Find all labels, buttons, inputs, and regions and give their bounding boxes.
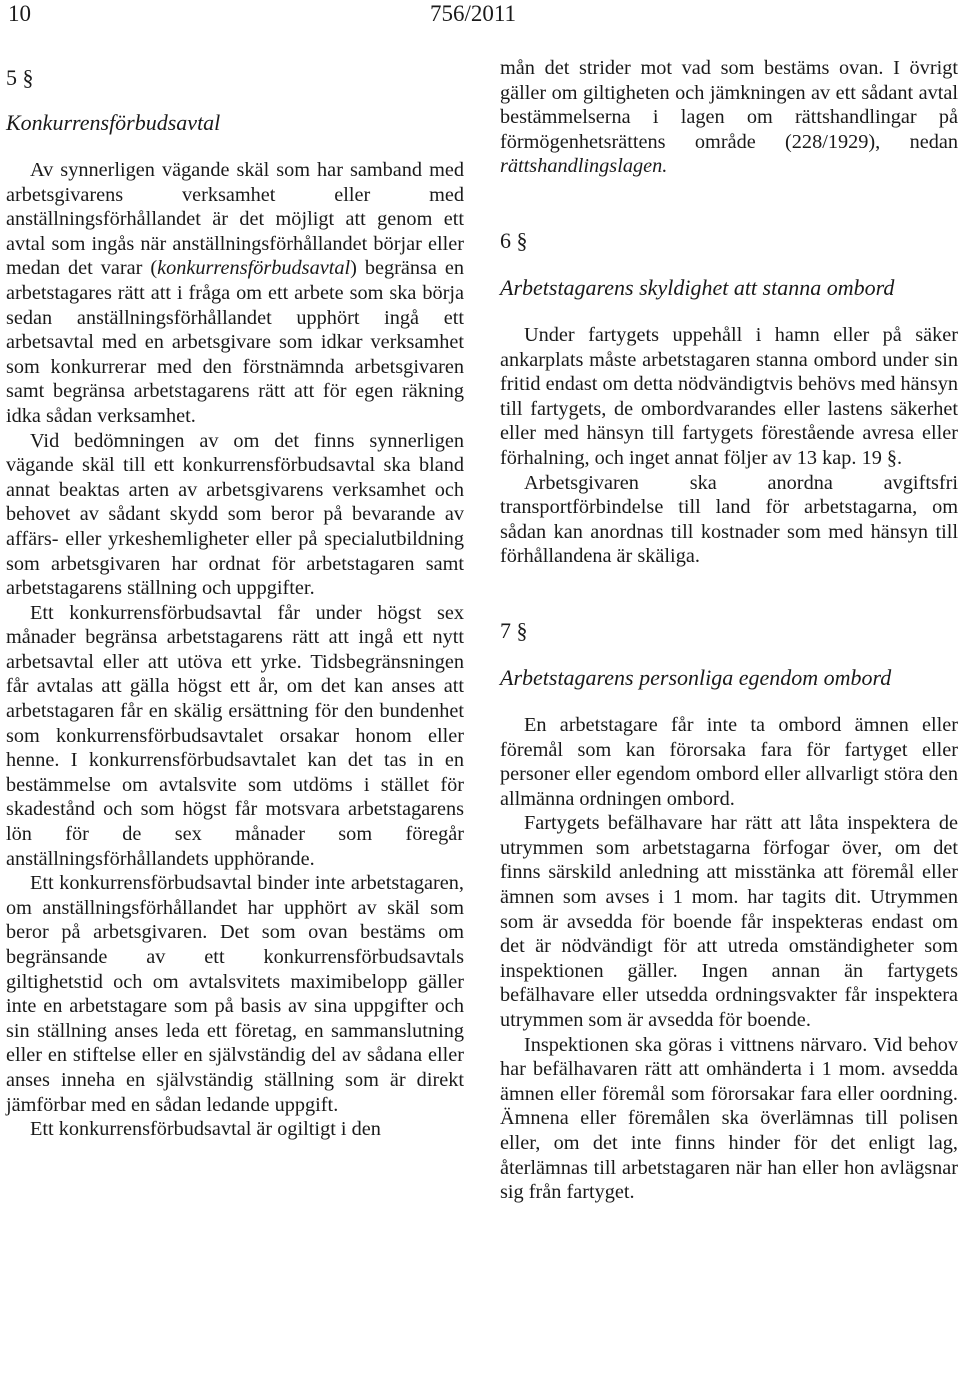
section-7-heading: 7 § xyxy=(500,617,528,643)
section-6-heading: 6 § xyxy=(500,227,528,253)
right-column xyxy=(500,56,958,1205)
paragraph: Ett konkurrensförbudsavtal är ogiltigt i den xyxy=(30,1118,381,1141)
section-5-title: Konkurrensförbudsavtal xyxy=(6,110,221,135)
paragraph: Fartygets befälhavare har rätt att låta inspektera de utrymmen som arbetstagarna förfogar över, om det finns särskild anledning att misstänka att föremål eller ämnen som avses i 1 mom. har tagits dit. Utrymmen som är avsedda för boende får inspekteras endast om det är nödvändigt för att utreda omständigheter som inspektionen gäller. Ingen annan än fartygets befälhavare eller utsedda ordningsvakter får inspektera utrymmen som är avsedda för boende. xyxy=(500,812,958,1032)
paragraph: En arbetstagare får inte ta ombord ämnen eller föremål som kan förorsaka fara för fartyget eller personer eller egendom ombord eller allvarligt störa den allmänna ordningen ombord. xyxy=(500,713,958,810)
paragraph xyxy=(500,56,958,179)
section-5-heading: 5 § xyxy=(6,65,34,90)
text: Av synnerligen vägande skäl som har samband med arbetsgivarens verksamhet eller med anställningsförhållandet är det möjligt att genom ett avtal som ingås när anställningsförhållandet börjar eller medan det varar ( xyxy=(6,159,464,280)
defined-term: konkurrensförbudsavtal xyxy=(157,257,351,280)
section-6-title: Arbetstagarens skyldighet att stanna ombord xyxy=(500,274,895,300)
paragraph: Under fartygets uppehåll i hamn eller på säker ankarplats måste arbetstagaren stanna ombord under sin fritid endast om detta nödvändigtvis behövs med hänsyn till fartygets, de ombordvarandes eller lastens säkerhet eller med hänsyn till fartygets förestående avresa eller förhalning, och inget annat följer av 13 kap. 19 §. xyxy=(500,323,958,469)
left-column xyxy=(6,56,464,1142)
paragraph: Ett konkurrensförbudsavtal får under högst sex månader begränsa arbetstagarens rätt att ingå ett nytt arbetsavtal eller att utöva ett yrke. Tidsbegränsningen får avtalas att gälla högst ett år, om det kan anses att arbetstagaren får en skälig ersättning för den bundenhet som konkurrensförbudsavtalet orsakar honom eller henne. I konkurrensförbudsavtalet kan det tas in en bestämmelse om avtalsvite som utdöms i stället för skadestånd och som högst får motsvara arbetstagarens lön för de sex månader som föregår anställningsförhållandets upphörande. xyxy=(6,601,464,870)
section-7-title: Arbetstagarens personliga egendom ombord xyxy=(500,664,892,690)
paragraph: Ett konkurrensförbudsavtal binder inte arbetstagaren, om anställningsförhållandet har upphört av skäl som beror på arbetsgivaren. Det som ovan bestäms om begränsande av ett konkurrensförbudsavtals giltighetstid och om avtalsvitets maximibelopp gäller inte en arbetstagare som på basis av sina uppgifter och sin ställning anses leda ett företag, en sammanslutning eller en stiftelse eller en självständig del av sådana eller anses inneha en självständig ställning som är direkt jämförbar med en sådan ledande uppgift. xyxy=(6,872,464,1116)
paragraph: Inspektionen ska göras i vittnens närvaro. Vid behov har befälhavaren rätt att omhänderta i 1 mom. avsedda ämnen eller föremål som förorsakar fara eller oordning. Ämnena eller föremålen ska överlämnas till polisen eller, om det inte finns hinder för det enligt lag, återlämnas till arbetstagaren när han eller hon avlägsnar sig från fartyget. xyxy=(500,1033,958,1204)
text: mån det strider mot vad som bestäms ovan. I övrigt gäller om giltigheten och jämkningen av ett sådant avtal bestämmelserna i lagen om rättshandlingar på förmögenhetsrättens område (228/1929), nedan xyxy=(500,57,958,153)
page-number: 10 xyxy=(8,1,31,26)
text: ) begränsa en arbetstagares rätt att i fråga om ett arbete som ska börja sedan anställningsförhållandet upphört ingå ett arbetsavtal med en arbetsgivare som idkar verksamhet som konkurrerar med den förstnämnda arbetsgivaren samt begränsa arbetstagarens rätt att för egen räkning idka sådan verksamhet. xyxy=(6,257,464,427)
paragraph: Vid bedömningen av om det finns synnerligen vägande skäl till ett konkurrensförbudsavtal ska bland annat beaktas arten av arbetsgivarens verksamhet och behovet av sådant skydd som beror på bevarande av affärs- eller yrkeshemligheter eller på specialutbildning som arbetsgivaren har ordnat för arbetstagaren samt arbetstagarens ställning och uppgifter. xyxy=(6,429,464,600)
paragraph: Arbetsgivaren ska anordna avgiftsfri transportförbindelse till land för arbetstagarna, om sådan kan anordnas till kostnader som med hänsyn till förhållandena är skäliga. xyxy=(500,471,958,568)
statute-number: 756/2011 xyxy=(430,1,517,26)
defined-term: rättshandlingslagen. xyxy=(500,155,668,178)
paragraph xyxy=(6,158,464,429)
